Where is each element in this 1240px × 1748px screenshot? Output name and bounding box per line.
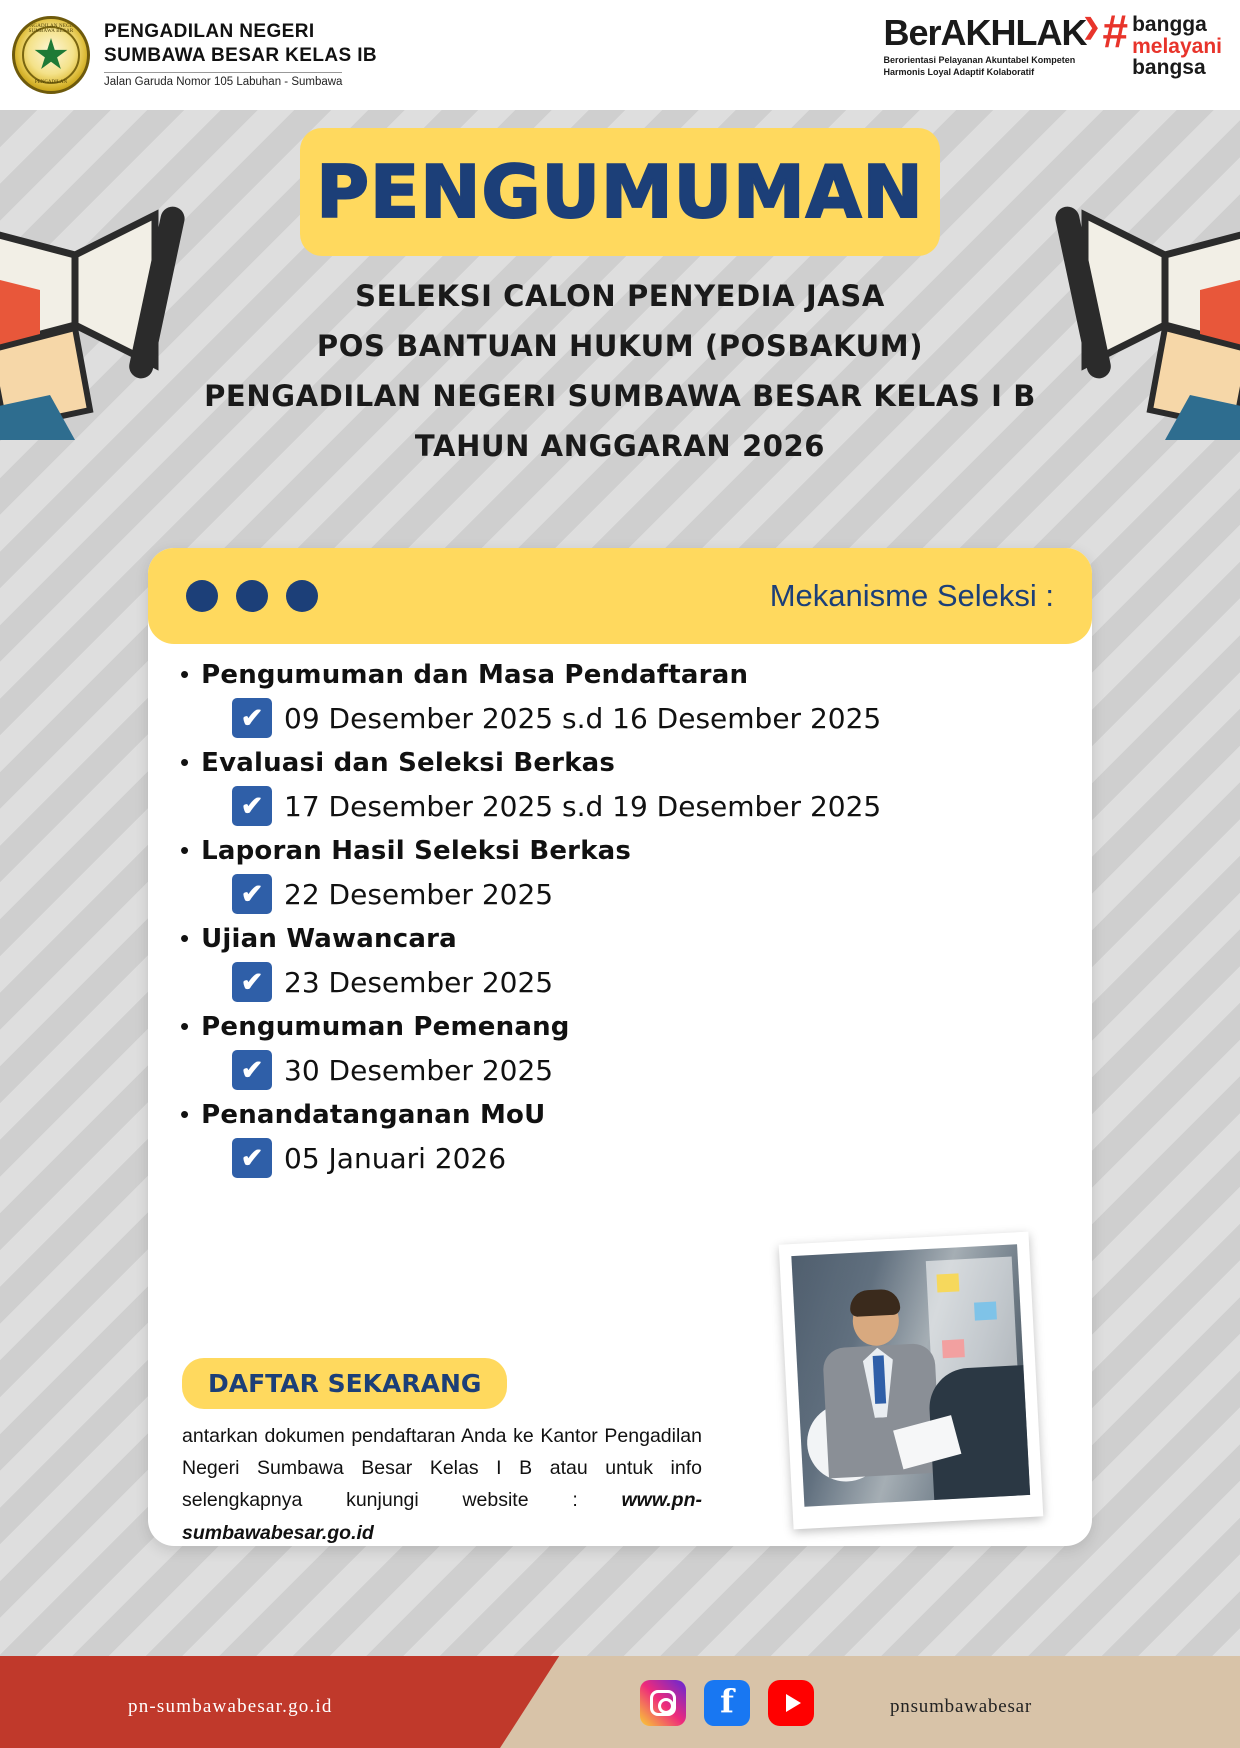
instagram-icon[interactable] xyxy=(640,1680,686,1726)
list-item-label: Laporan Hasil Seleksi Berkas xyxy=(201,836,632,866)
subtitle-line-3: PENGADILAN NEGERI SUMBAWA BESAR KELAS I B xyxy=(204,378,1036,413)
hashtag-icon: # xyxy=(1102,5,1129,57)
check-icon: ✔ xyxy=(232,786,272,826)
photo-image xyxy=(791,1244,1030,1506)
register-now-badge[interactable]: DAFTAR SEKARANG xyxy=(182,1358,507,1409)
list-item xyxy=(180,1012,1080,1090)
youtube-icon[interactable] xyxy=(768,1680,814,1726)
website-link[interactable]: www.pn-sumbawabesar.go.id xyxy=(182,1489,702,1544)
list-item-date: 23 Desember 2025 xyxy=(284,965,554,999)
bullet-icon: • xyxy=(180,923,190,953)
bullet-icon: • xyxy=(180,835,190,865)
court-name-line2: SUMBAWA BESAR KELAS IB xyxy=(104,44,378,66)
list-item-date: 05 Januari 2026 xyxy=(284,1141,507,1175)
footer-social-handle: pnsumbawabesar xyxy=(890,1696,1033,1717)
berakhlak-sub2: Harmonis Loyal Adaptif Kolaboratif xyxy=(883,67,1035,78)
list-item-date: 22 Desember 2025 xyxy=(284,877,554,911)
footer-website[interactable]: pn-sumbawabesar.go.id xyxy=(128,1696,333,1717)
bullet-icon: • xyxy=(180,1011,190,1041)
list-item xyxy=(180,836,1080,914)
mechanism-list xyxy=(180,660,1080,1188)
court-name-line1: PENGADILAN NEGERI xyxy=(104,20,315,42)
poster-footer xyxy=(0,1656,1240,1748)
list-item-label: Penandatanganan MoU xyxy=(201,1100,546,1130)
page-title: PENGUMUMAN xyxy=(316,150,924,234)
court-address: Jalan Garuda Nomor 105 Labuhan - Sumbawa xyxy=(104,72,342,88)
subtitle-line-2: POS BANTUAN HUKUM (POSBAKUM) xyxy=(316,328,924,363)
check-icon: ✔ xyxy=(232,962,272,1002)
list-item-label: Pengumuman dan Masa Pendaftaran xyxy=(201,660,749,690)
subtitle-line-1: SELEKSI CALON PENYEDIA JASA xyxy=(355,279,885,313)
bangga-melayani-bangsa-logo xyxy=(1102,5,1222,80)
logo-bottom-text: PENGADILAN xyxy=(34,80,68,85)
section-title: Mekanisme Seleksi : xyxy=(769,578,1054,613)
check-icon: ✔ xyxy=(232,1138,272,1178)
check-icon: ✔ xyxy=(232,698,272,738)
berakhlak-sub1: Berorientasi Pelayanan Akuntabel Kompeten xyxy=(883,55,1076,65)
cta-description-text: antarkan dokumen pendaftaran Anda ke Kantor Pengadilan Negeri Sumbawa Besar Kelas I B atau untuk info selengkapnya kunjungi website : xyxy=(182,1425,702,1512)
check-icon: ✔ xyxy=(232,874,272,914)
dot-icon-3 xyxy=(286,580,318,612)
berakhlak-prefix: Ber xyxy=(883,12,941,53)
poster-title-badge xyxy=(300,128,940,256)
cta-description xyxy=(182,1420,702,1549)
list-item-date: 09 Desember 2025 s.d 16 Desember 2025 xyxy=(284,701,882,735)
berakhlak-logo xyxy=(883,12,1100,78)
logo-top-text: PENGADILAN NEGERI SUMBAWA BESAR xyxy=(23,24,79,34)
bullet-icon: • xyxy=(180,659,190,689)
list-item xyxy=(180,660,1080,738)
list-item-label: Evaluasi dan Seleksi Berkas xyxy=(201,748,616,778)
dot-icon-1 xyxy=(186,580,218,612)
subtitle-line-4: TAHUN ANGGARAN 2026 xyxy=(414,428,826,463)
bullet-icon: • xyxy=(180,747,190,777)
footer-social-links xyxy=(640,1680,814,1726)
bullet-icon: • xyxy=(180,1099,190,1129)
list-item-label: Pengumuman Pemenang xyxy=(201,1012,570,1042)
poster-header xyxy=(0,0,1240,110)
dots-decoration xyxy=(186,580,318,612)
header-logos xyxy=(883,5,1223,80)
photo-polaroid xyxy=(779,1232,1044,1530)
berakhlak-main: AKHLAK xyxy=(940,12,1087,53)
mechanism-card-header xyxy=(148,548,1092,644)
footer-tan-band xyxy=(500,1656,1240,1748)
bangga-line2: melayani xyxy=(1132,34,1222,58)
poster-subtitle xyxy=(0,272,1240,472)
check-icon: ✔ xyxy=(232,1050,272,1090)
list-item xyxy=(180,748,1080,826)
court-identity xyxy=(104,20,377,91)
bangga-line1: bangga xyxy=(1132,13,1207,36)
list-item xyxy=(180,1100,1080,1178)
facebook-icon[interactable]: f xyxy=(704,1680,750,1726)
list-item xyxy=(180,924,1080,1002)
list-item-label: Ujian Wawancara xyxy=(201,924,457,954)
dot-icon-2 xyxy=(236,580,268,612)
list-item-date: 30 Desember 2025 xyxy=(284,1053,554,1087)
list-item-date: 17 Desember 2025 s.d 19 Desember 2025 xyxy=(284,789,882,823)
arrow-icon: ❯ xyxy=(1082,14,1100,39)
court-logo xyxy=(12,16,90,94)
bangga-line3: bangsa xyxy=(1132,56,1206,80)
